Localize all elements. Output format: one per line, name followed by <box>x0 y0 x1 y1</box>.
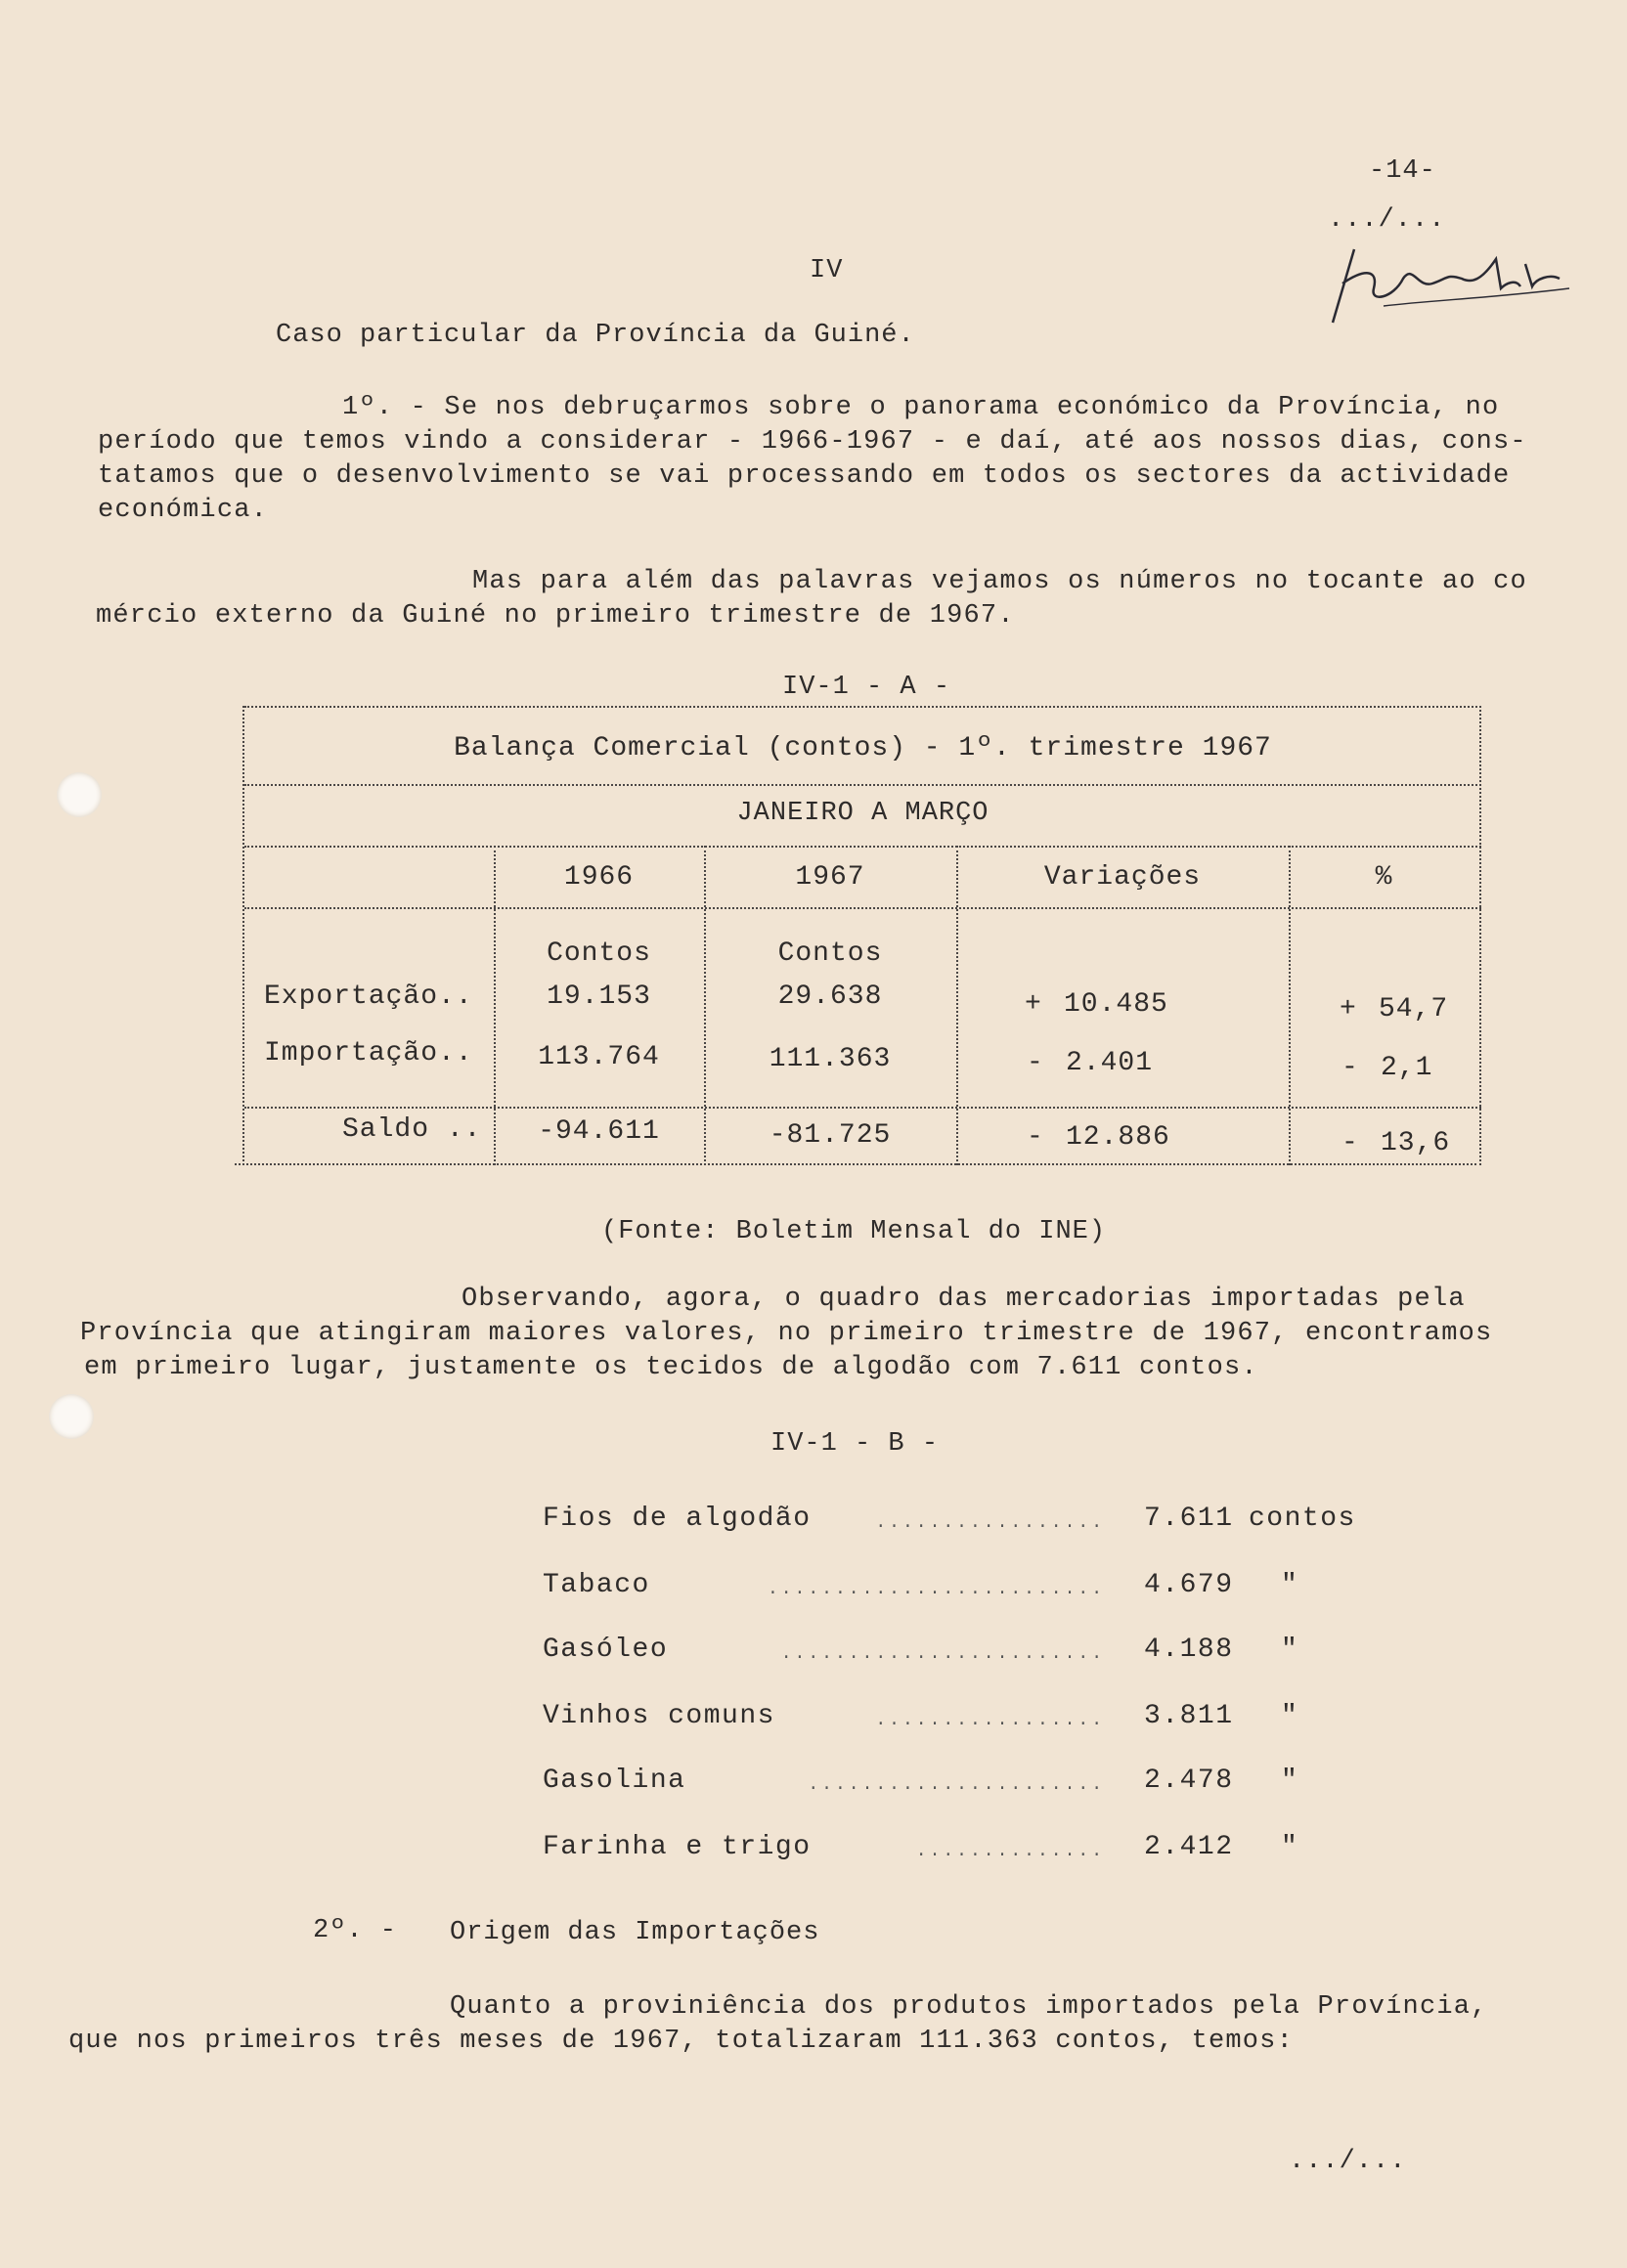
item-unit: " <box>1281 1635 1299 1665</box>
variation-sign: + <box>1025 989 1042 1020</box>
paragraph-line: que nos primeiros três meses de 1967, totalizaram 111.363 contos, temos: <box>68 2027 1294 2056</box>
leader-dots: ...................... <box>808 1775 1105 1795</box>
paragraph-line: em primeiro lugar, justamente os tecidos de algodão com 7.611 contos. <box>84 1353 1258 1382</box>
paragraph-line: Observando, agora, o quadro das mercadorias importadas pela <box>462 1285 1466 1314</box>
cell-export-1967: 29.638 <box>777 981 883 1012</box>
leader-dots: ......................... <box>767 1580 1105 1599</box>
variation-value: 2.401 <box>1066 1048 1154 1078</box>
paragraph-line: económica. <box>98 496 269 525</box>
leader-dots: ................. <box>875 1513 1105 1533</box>
list-item <box>543 1570 1374 1609</box>
percent-value: 54,7 <box>1379 994 1449 1025</box>
paragraph-line: mércio externo da Guiné no primeiro trimestre de 1967. <box>96 601 1015 631</box>
leader-dots: ................. <box>875 1711 1105 1730</box>
variation-value: 12.886 <box>1066 1122 1170 1153</box>
punch-hole-top <box>57 772 102 817</box>
item-name: Gasolina <box>543 1766 686 1796</box>
paragraph-3 <box>80 1283 1566 1385</box>
percent-sign: - <box>1341 1053 1359 1083</box>
variation-sign: - <box>1027 1122 1044 1153</box>
paragraph-line: tatamos que o desenvolvimento se vai processando em todos os sectores da actividade <box>98 461 1511 491</box>
cell-import-percent <box>1341 1053 1432 1083</box>
continuation-marker-top: .../... <box>1328 205 1446 235</box>
table-source: (Fonte: Boletim Mensal do INE) <box>601 1217 1107 1246</box>
signature <box>1325 230 1579 327</box>
cell-saldo-1967: -81.725 <box>769 1120 892 1151</box>
cell-import-1966: 113.764 <box>538 1042 660 1072</box>
paragraph-line: período que temos vindo a considerar - 1966-1967 - e daí, até aos nossos dias, cons- <box>98 427 1527 457</box>
unit-contos-1967: Contos <box>777 938 883 969</box>
continuation-marker-bottom: .../... <box>1289 2147 1407 2176</box>
paragraph-line: Quanto a proviniência dos produtos importados pela Província, <box>450 1992 1488 2022</box>
percent-value: 2,1 <box>1381 1053 1433 1083</box>
leader-dots: .............. <box>915 1842 1105 1861</box>
section-2-number: 2º. - <box>313 1916 398 1945</box>
paragraph-line: 1º. - Se nos debruçarmos sobre o panorama económico da Província, no <box>342 393 1500 422</box>
cell-saldo-1966: -94.611 <box>538 1116 660 1147</box>
item-value: 3.811 <box>1144 1701 1234 1731</box>
signature-scribble-icon <box>1325 230 1579 327</box>
item-unit: " <box>1281 1766 1299 1796</box>
col-header-variacoes: Variações <box>1043 862 1202 893</box>
item-name: Gasóleo <box>543 1635 669 1665</box>
paragraph-4 <box>68 1990 1574 2059</box>
row-label-importacao: Importação.. <box>264 1038 473 1069</box>
paragraph-2 <box>96 565 1553 633</box>
row-label-exportacao: Exportação.. <box>264 981 473 1012</box>
row-label-saldo: Saldo .. <box>342 1114 482 1145</box>
table-period: JANEIRO A MARÇO <box>736 799 989 828</box>
cell-export-percent <box>1340 994 1448 1025</box>
item-unit: " <box>1281 1832 1299 1862</box>
section-title: Caso particular da Província da Guiné. <box>276 321 915 350</box>
variation-sign: - <box>1027 1048 1044 1078</box>
percent-value: 13,6 <box>1381 1128 1451 1158</box>
variation-value: 10.485 <box>1064 989 1168 1020</box>
list-item <box>543 1701 1374 1740</box>
item-value: 7.611 <box>1144 1504 1234 1534</box>
table-title: Balança Comercial (contos) - 1º. trimestre 1967 <box>454 733 1272 763</box>
item-unit: contos <box>1249 1504 1356 1534</box>
list-b-label: IV-1 - B - <box>770 1429 940 1459</box>
percent-sign: + <box>1340 994 1357 1025</box>
item-name: Farinha e trigo <box>543 1832 812 1862</box>
col-header-percent: % <box>1375 862 1393 893</box>
percent-sign: - <box>1341 1128 1359 1158</box>
list-item <box>543 1766 1374 1805</box>
section-roman-numeral: IV <box>810 256 844 285</box>
leader-dots: ........................ <box>780 1644 1105 1664</box>
paragraph-1 <box>98 391 1555 528</box>
trade-balance-table <box>235 706 1486 1190</box>
section-2-heading: Origem das Importações <box>450 1918 820 1947</box>
item-value: 2.412 <box>1144 1832 1234 1862</box>
cell-import-1967: 111.363 <box>769 1044 892 1074</box>
item-name: Fios de algodão <box>543 1504 812 1534</box>
list-item <box>543 1504 1374 1543</box>
item-unit: " <box>1281 1701 1299 1731</box>
cell-import-variation <box>1027 1048 1153 1078</box>
item-value: 4.188 <box>1144 1635 1234 1665</box>
col-header-1966: 1966 <box>563 862 635 893</box>
cell-saldo-variation <box>1027 1122 1170 1153</box>
cell-export-variation <box>1025 989 1168 1020</box>
cell-saldo-percent <box>1341 1128 1450 1158</box>
punch-hole-bottom <box>49 1394 94 1439</box>
col-header-1967: 1967 <box>795 862 865 893</box>
item-value: 2.478 <box>1144 1766 1234 1796</box>
table-a-label: IV-1 - A - <box>782 673 951 702</box>
page-number: -14- <box>1369 156 1436 186</box>
paragraph-line: Província que atingiram maiores valores, no primeiro trimestre de 1967, encontramos <box>80 1319 1493 1348</box>
cell-export-1966: 19.153 <box>547 981 651 1012</box>
list-item <box>543 1635 1374 1674</box>
list-item <box>543 1832 1374 1871</box>
item-name: Tabaco <box>543 1570 650 1600</box>
paragraph-line: Mas para além das palavras vejamos os números no tocante ao co <box>472 567 1527 596</box>
unit-contos-1966: Contos <box>547 938 651 969</box>
item-name: Vinhos comuns <box>543 1701 775 1731</box>
item-unit: " <box>1281 1570 1299 1600</box>
item-value: 4.679 <box>1144 1570 1234 1600</box>
